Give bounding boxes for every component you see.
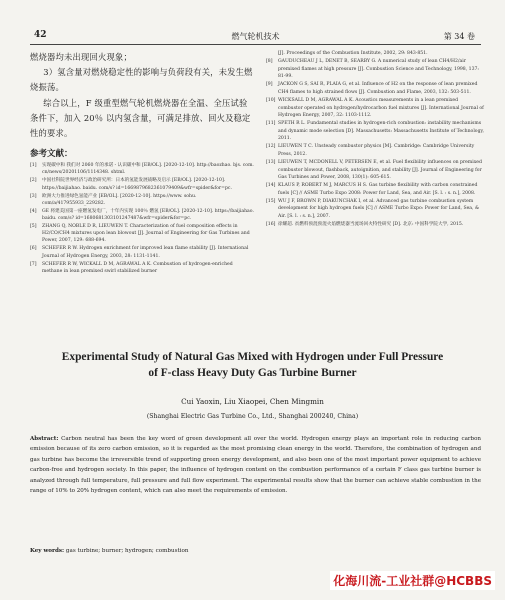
reference-item [266, 58, 484, 80]
reference-item [266, 50, 484, 57]
reference-text: LIEUWEN T C. Unsteady combustor physics [M]. Cambridge: Cambridge University Press, 2012. [278, 144, 475, 157]
reference-number: [4] [30, 208, 37, 214]
body-paragraph: 综合以上，F 级重型燃气轮机燃烧器在全温、全压试验条件下，加入 20％ 以内氢含量，可满足排放、回火及稳定性的要求。 [30, 97, 251, 139]
keywords-text: gas turbine; burner; hydrogen; combustion [64, 548, 189, 554]
journal-name: 燃气轮机技术 [231, 32, 280, 41]
english-title [20, 349, 485, 381]
reference-item [266, 81, 484, 96]
reference-text: JACKON G S, SAI R, PLAIA G, et al. Influence of H2 on the response of lean premixed CH4 flames to high strained flows [J]. Combustion and Flame, 2003, 132: 503-511. [278, 82, 478, 95]
reference-item [266, 120, 484, 142]
english-keywords [30, 548, 481, 554]
reference-number: [15] [266, 198, 276, 204]
reference-number: [5] [30, 224, 37, 230]
body-paragraph: 燃烧器均未出现回火现象； [30, 52, 132, 62]
reference-item [30, 223, 254, 245]
reference-text: SPETH R L. Fundamental studies in hydrogen-rich combustion: instability mechanisms and dynamic mode selection [D]. Massachusetts: Massachusetts Institute of Technology, 2011. [278, 121, 484, 142]
english-authors: Cui Yaoxin, Liu Xiaopei, Chen Mingmin [181, 397, 324, 406]
reference-number: [1] [30, 163, 37, 169]
body-paragraph: 3）氢含量对燃烧稳定性的影响与负荷段有关，未发生燃烧振荡。 [30, 67, 253, 93]
reference-item [266, 221, 484, 228]
reference-text: GAUDUCHEAU J L, DENET B, SEARBY G. A numerical study of lean CH4/H2/air premixed flames at high pressure [J]. Combustion Science and Technology, 1998, 137: 81-99. [278, 59, 479, 80]
abstract-text: Carbon neutral has been the key word of green development all over the world. Hydrogen energy plays an important role in reducing carbon emission because of its zero carbon emission, so it is regarded as the most promising clean energy in the world. Therefore, the combination of hydrogen and gas turbine has become the irreversible trend of supporting green energy development, and also been one of the most important power equipment to achieve carbon-free and hydrogen society. In this paper, the influence of hydrogen content on the combustion performance of a certain F class gas turbine burner is analyzed through full temperature, full pressure and full flow experiment. The experimental results show that the burner can achieve stable combustion in the range of 10% to 20% hydrogen content, which can also meet the requirements of emission. [30, 436, 481, 495]
reference-text: WICKSALL D M, AGRAWAL A K. Acoustics measurements in a lean premixed combustor operated on hydrogen/hydrocarbon fuel mixtures [J]. International Journal of Hydrogen Energy, 2007, 32: 1103-1112. [278, 98, 484, 119]
reference-number [266, 50, 278, 57]
reference-number: [6] [30, 246, 37, 252]
page-number: 42 [34, 30, 47, 40]
reference-item [266, 182, 484, 197]
reference-item [266, 159, 484, 181]
reference-item [266, 198, 484, 220]
watermark: 化海川流-工业社群@HCBBS [330, 571, 495, 590]
reference-text: 中国社科院世界经济与政治研究所：日本的氢能发展战略及启示 [EB/OL]. [2020-12-10]. https://baijiahao. baidu. com/s? id=1669879682361079409&wfr=spider&for=pc. [42, 178, 232, 191]
reference-number: [12] [266, 144, 276, 150]
right-column [266, 50, 484, 229]
reference-number: [14] [266, 183, 276, 189]
abstract-label: Abstract: [30, 436, 59, 442]
reference-number: [8] [266, 59, 273, 65]
reference-number: [13] [266, 160, 276, 166]
english-title-line-2: of F-class Heavy Duty Gas Turbine Burner [148, 367, 357, 379]
reference-item [266, 97, 484, 119]
volume-label: 第 34 卷 [443, 32, 475, 41]
reference-item [30, 177, 254, 191]
reference-item [30, 193, 254, 207]
english-affiliation: (Shanghai Electric Gas Turbine Co., Ltd., Shanghai 200240, China) [146, 413, 359, 420]
reference-text: SCHEFER R W, WICKALL D M, AGRAWAL A K. Combustion of hydrogen-enriched methane in lean premixed swirl stabilized burner [42, 261, 233, 274]
reference-item [30, 245, 254, 259]
reference-number: [2] [30, 178, 37, 184]
english-abstract [30, 434, 481, 496]
english-title-line-1: Experimental Study of Natural Gas Mixed with Hydrogen under Full Pressure [61, 351, 444, 363]
reference-number: [16] [266, 222, 276, 228]
references-heading: 参考文献： [30, 149, 73, 160]
reference-number: [3] [30, 193, 37, 199]
reference-number: [10] [266, 98, 276, 104]
reference-number: [7] [30, 261, 37, 267]
left-column [30, 50, 254, 276]
reference-number: [11] [266, 121, 276, 127]
reference-text: LIEUWEN T, MCDONELL V, PETERSEN E, et al. Fuel flexibility influences on premixed combustor blowout, flashback, autoignition, and stability [J]. Journal of Engineering for Gas Turbines and Power, 2008, 130(1): 605-615. [278, 160, 482, 181]
reference-text: SCHEFER R W. Hydrogen enrichment for improved lean flame stability [J]. International Journal of Hydrogen Energy, 2003, 28: 1131-1141. [42, 246, 249, 259]
reference-text: [J]. Proceedings of the Combustion Institute, 2002, 29: 843-851. [278, 51, 428, 56]
reference-item [266, 143, 484, 158]
reference-text: 实现碳中和 我们对 2060 年的承诺 - 认识碳中和 [EB/OL]. [2020-12-10]. http://baozhao. bjs. com. cn/news/20201106/1114348. shtml. [42, 163, 254, 176]
reference-number: [9] [266, 82, 273, 88]
reference-item [30, 208, 254, 222]
reference-item [30, 162, 254, 176]
reference-text: KLAUS P, ROBERT M J, MARCUS H S. Gas turbine flexibility with carbon constrained fuels [C] // ASME Turbo Expo 2008: Power for Land, Sea, and Air. [S. l. : s. n.], 2008. [278, 183, 478, 196]
reference-text: 徐耀超. 贫燃料预混预混火焰燃烧器当流场回火特性研究 [D]. 北京: 中国科学院大学, 2015. [278, 222, 464, 228]
reference-text: 欧洲大力推进绿色氢能产业 [EB/OL]. [2020-12-10]. https://www. sohu. com/a/417955933_229282. [42, 193, 197, 206]
reference-item [30, 261, 254, 275]
reference-text: ZHANG Q, NOBLE D R, LIEUWEN T. Characterization of fuel composition effects in H2/CO/CH4 mixtures upon lean blowout [J]. Journal of Engineering for Gas Turbines and Power, 2007, 129: 688-694. [42, 224, 250, 244]
running-header [30, 30, 481, 45]
reference-text: WU J F, BROWN P, DIAKUNCHAK I, et al. Advanced gas turbine combustion system development for high hydrogen fuels [C] // ASME Turbo Expo: Power for Land, Sea, & Air. [S. l. : s. n.], 2007. [278, 198, 480, 219]
reference-text: GE 将建美国第一座燃氢发电厂，十年内实现 100％ 燃氢 [EB/OL]. [2020-12-10]. https://baijiahao. baidu. com/s? id=1680681303101247487&wfr=spider&for=pc. [42, 208, 254, 222]
keywords-label: Key words: [30, 548, 65, 554]
